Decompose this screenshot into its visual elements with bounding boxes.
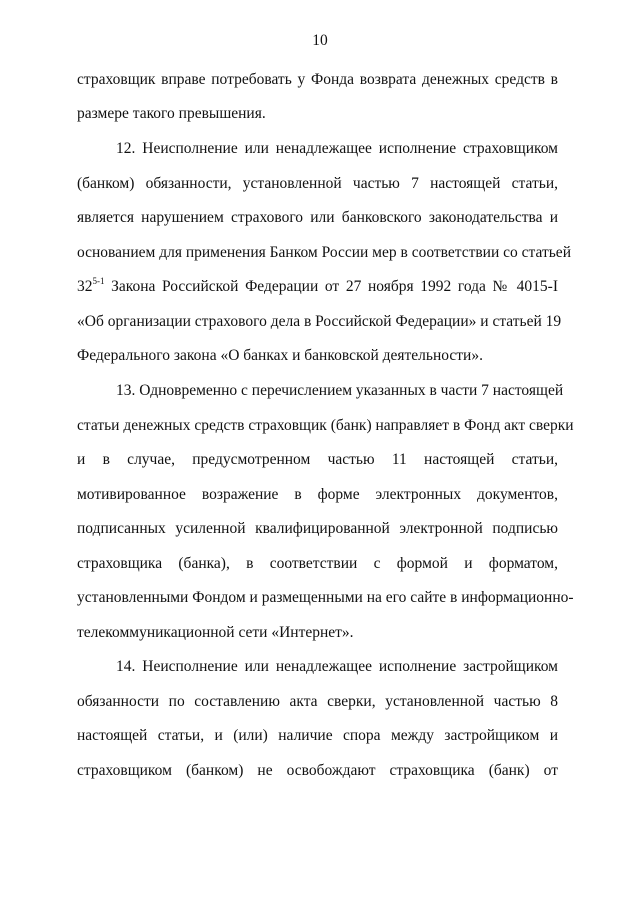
text-line: Федерального закона «О банках и банковской деятельности».	[77, 347, 483, 364]
text-line: «Об организации страхового дела в Российской Федерации» и статьей 19	[77, 313, 562, 330]
line-remainder: Закона Российской Федерации от 27 ноября 1992 года № 4015-I	[104, 278, 558, 295]
text-line: установленными Фондом и размещенными на его сайте в информационно-	[77, 589, 574, 606]
page-number: 10	[312, 32, 328, 49]
text-line: является нарушением страхового или банковского законодательства и	[77, 209, 558, 226]
paragraph-12-first-line: 12. Неисполнение или ненадлежащее исполнение страховщиком	[116, 140, 558, 157]
text-line: страховщика (банка), в соответствии с формой и форматом,	[77, 555, 558, 572]
text-line: подписанных усиленной квалифицированной электронной подписью	[77, 520, 558, 537]
text-line-with-superscript	[77, 277, 558, 297]
text-line: и в случае, предусмотренном частью 11 настоящей статьи,	[77, 451, 558, 468]
text-line: настоящей статьи, и (или) наличие спора между застройщиком и	[77, 727, 558, 744]
paragraph-13-first-line: 13. Одновременно с перечислением указанных в части 7 настоящей	[116, 382, 564, 399]
text-line: страховщик вправе потребовать у Фонда возврата денежных средств в	[77, 71, 558, 88]
text-line: страховщиком (банком) не освобождают страховщика (банк) от	[77, 762, 558, 779]
article-superscript: 5-1	[92, 276, 105, 286]
text-line: основанием для применения Банком России мер в соответствии со статьей	[77, 244, 571, 261]
article-number: 32	[77, 278, 93, 295]
text-line: статьи денежных средств страховщик (банк) направляет в Фонд акт сверки	[77, 417, 574, 434]
text-line: (банком) обязанности, установленной частью 7 настоящей статьи,	[77, 175, 558, 192]
text-line: мотивированное возражение в форме электронных документов,	[77, 486, 558, 503]
text-line: обязанности по составлению акта сверки, установленной частью 8	[77, 693, 558, 710]
text-line: размере такого превышения.	[77, 105, 266, 122]
text-line: телекоммуникационной сети «Интернет».	[77, 624, 354, 641]
paragraph-14-first-line: 14. Неисполнение или ненадлежащее исполнение застройщиком	[116, 658, 558, 675]
